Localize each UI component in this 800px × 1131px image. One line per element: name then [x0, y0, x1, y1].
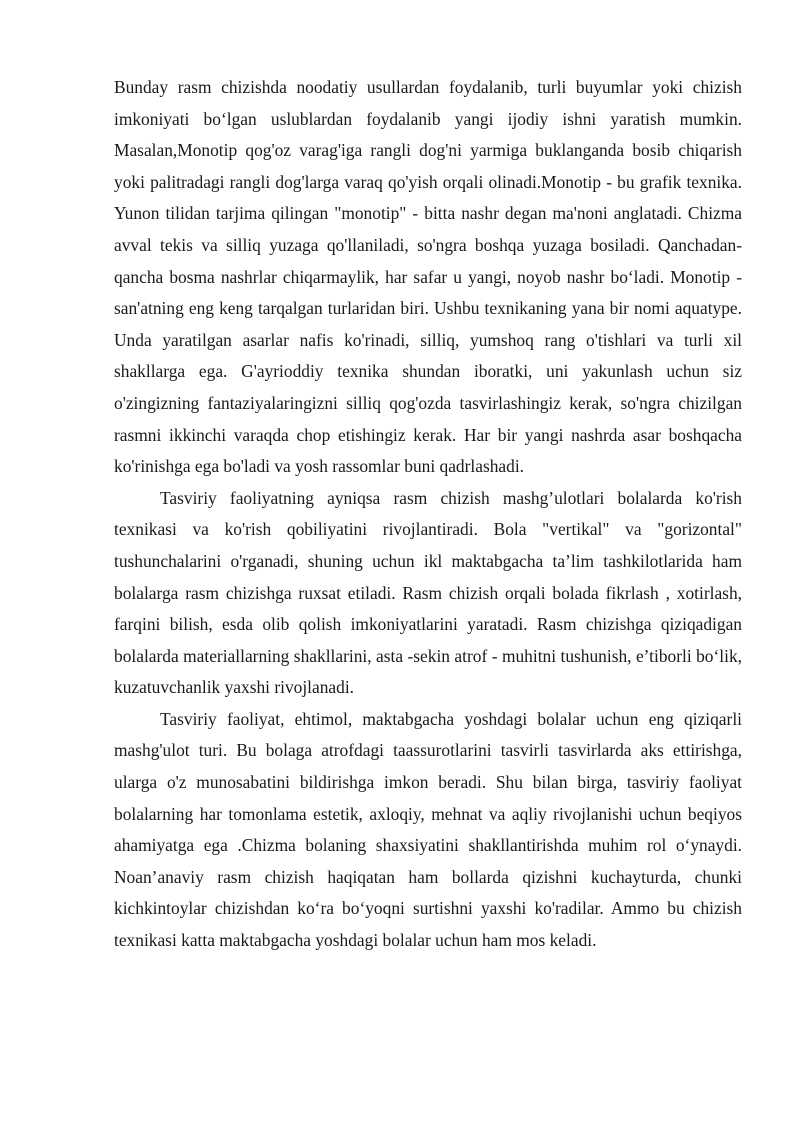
paragraph-monotype: Bunday rasm chizishda noodatiy usullardan foydalanib, turli buyumlar yoki chizish imkoniyati bo‘lgan uslublardan foydalanib yangi ijodiy ishni yaratish mumkin. Masalan,Monotip qog'oz varag'iga rangli dog'ni yarmiga buklanganda bosib chiqarish yoki palitradagi rangli dog'larga varaq qo'yish orqali olinadi.Monotip - bu grafik texnika. Yunon tilidan tarjima qilingan "monotip" - bitta nashr degan ma'noni anglatadi. Chizma avval tekis va silliq yuzaga qo'llaniladi, so'ngra boshqa yuzaga bosiladi. Qanchadan-qancha bosma nashrlar chiqarmaylik, har safar u yangi, noyob nashr bo‘ladi. Monotip - san'atning eng keng tarqalgan turlaridan biri. Ushbu texnikaning yana bir nomi aquatype. Unda yaratilgan asarlar nafis ko'rinadi, silliq, yumshoq rang o'tishlari va turli xil shakllarga ega. G'ayrioddiy texnika shundan iboratki, uni yakunlash uchun siz o'zingizning fantaziyalaringizni silliq qog'ozda tasvirlashingiz kerak, so'ngra chizilgan rasmni ikkinchi varaqda chop etishingiz kerak. Har bir yangi nashrda asar boshqacha ko'rinishga ega bo'ladi va yosh rassomlar buni qadrlashadi. [114, 77, 742, 477]
document-page [114, 72, 742, 957]
paragraph-visual-activity-skills: Tasviriy faoliyatning ayniqsa rasm chizish mashg’ulotlari bolalarda ko'rish texnikasi va ko'rish qobiliyatini rivojlantiradi. Bola "vertikal" va "gorizontal" tushunchalarini o'rganadi, shuning uchun ikl maktabgacha ta’lim tashkilotlarida ham bolalarga rasm chizishga ruxsat etiladi. Rasm chizish orqali bolada fikrlash , xotirlash, farqini bilish, esda olib qolish imkoniyatlarini yaratadi. Rasm chizishga qiziqadigan bolalarda materiallarning shakllarini, asta -sekin atrof - muhitni tushunish, e’tiborli bo‘lik, kuzatuvchanlik yaxshi rivojlanadi. [114, 487, 742, 698]
paragraph-visual-activity-preschool: Tasviriy faoliyat, ehtimol, maktabgacha yoshdagi bolalar uchun eng qiziqarli mashg'ulot turi. Bu bolaga atrofdagi taassurotlarini tasvirli tasvirlarda aks ettirishga, ularga o'z munosabatini bildirishga imkon beradi. Shu bilan birga, tasviriy faoliyat bolalarning har tomonlama estetik, axloqiy, mehnat va aqliy rivojlanishi uchun beqiyos ahamiyatga ega .Chizma bolaning shaxsiyatini shakllantirishda muhim rol o‘ynaydi. Noan’anaviy rasm chizish haqiqatan ham bollarda qizishni kuchayturda, chunki kichkintoylar chizishdan ko‘ra bo‘yoqni surtishni yaxshi ko'radilar. Ammo bu chizish texnikasi katta maktabgacha yoshdagi bolalar uchun ham mos keladi. [114, 708, 742, 951]
